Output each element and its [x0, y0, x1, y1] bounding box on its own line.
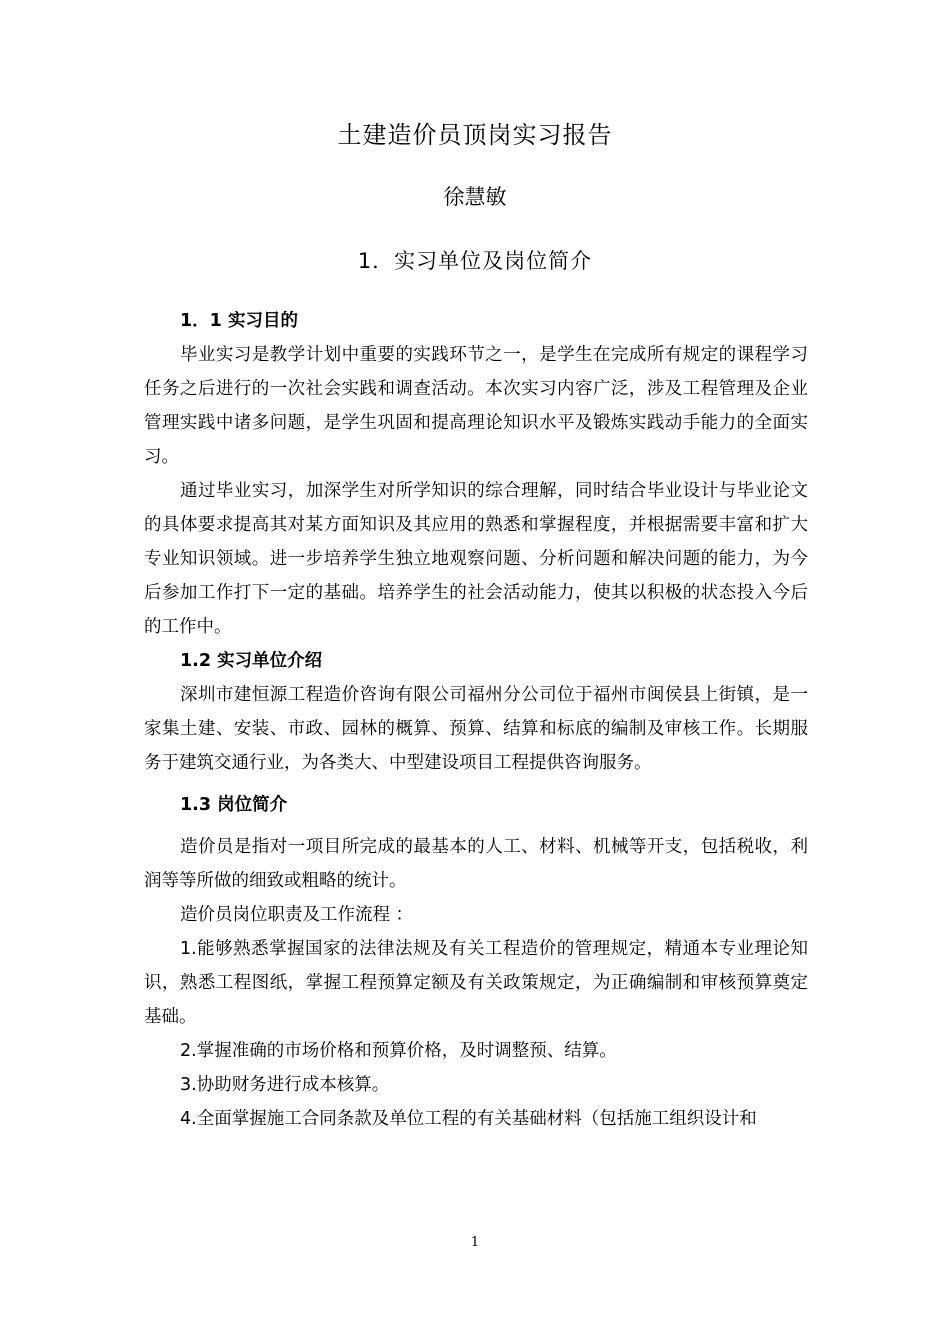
document-body [144, 304, 808, 1136]
subsection-heading-purpose: 1．1 实习目的 [180, 311, 298, 331]
paragraph: 通过毕业实习，加深学生对所学知识的综合理解，同时结合毕业设计与毕业论文的具体要求提高其对某方面知识及其应用的熟悉和掌握程度，并根据需要丰富和扩大专业知识领域。进一步培养学生独立地观察问题、分析问题和解决问题的能力，为今后参加工作打下一定的基础。培养学生的社会活动能力，使其以积极的状态投入今后的工作中。 [144, 481, 808, 637]
list-item: 3.协助财务进行成本核算。 [180, 1075, 390, 1095]
paragraph: 毕业实习是教学计划中重要的实践环节之一，是学生在完成所有规定的课程学习任务之后进行的一次社会实践和调查活动。本次实习内容广泛，涉及工程管理及企业管理实践中诸多问题，是学生巩固和提高理论知识水平及锻炼实践动手能力的全面实习。 [144, 345, 808, 467]
paragraph: 造价员岗位职责及工作流程 ： [180, 905, 414, 925]
author-name: 徐慧敏 [443, 185, 507, 209]
list-item: 1.能够熟悉掌握国家的法律法规及有关工程造价的管理规定，精通本专业理论知识，熟悉工程图纸，掌握工程预算定额及有关政策规定，为正确编制和审核预算奠定基础。 [144, 939, 808, 1027]
list-item: 2.掌握准确的市场价格和预算价格，及时调整预、结算。 [180, 1041, 617, 1061]
paragraph: 造价员是指对一项目所完成的最基本的人工、材料、机械等开支，包括税收，利润等等所做的细致或粗略的统计。 [144, 837, 808, 891]
subsection-heading-position: 1.3 岗位简介 [180, 795, 288, 815]
page-number: 1 [470, 1235, 480, 1250]
subsection-heading-company: 1.2 实习单位介绍 [180, 651, 323, 671]
document-title: 土建造价员顶岗实习报告 [337, 121, 613, 149]
paragraph: 深圳市建恒源工程造价咨询有限公司福州分公司位于福州市闽侯县上街镇，是一家集土建、安装、市政、园林的概算、预算、结算和标底的编制及审核工作。长期服务于建筑交通行业，为各类大、中型建设项目工程提供咨询服务。 [144, 685, 808, 773]
section-heading: 1．实习单位及岗位简介 [357, 249, 593, 273]
list-item: 4.全面掌握施工合同条款及单位工程的有关基础材料（包括施工组织设计和 [180, 1109, 757, 1129]
